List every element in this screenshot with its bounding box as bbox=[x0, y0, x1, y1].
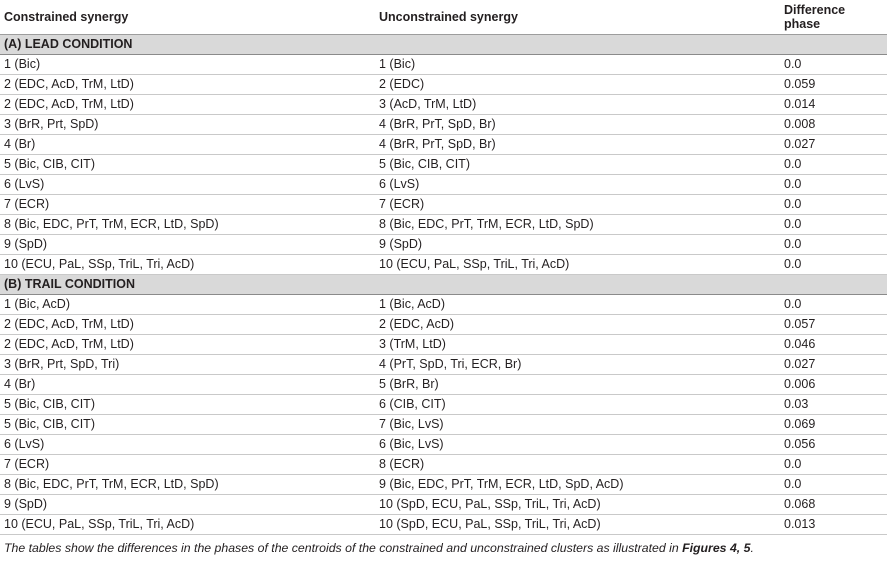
cell-constrained-synergy: 2 (EDC, AcD, TrM, LtD) bbox=[0, 315, 375, 335]
cell-constrained-synergy: 9 (SpD) bbox=[0, 235, 375, 255]
cell-unconstrained-synergy: 8 (ECR) bbox=[375, 455, 780, 475]
table-row bbox=[0, 255, 887, 275]
footnote-figure-4-link[interactable]: Figures 4 bbox=[682, 541, 737, 555]
cell-unconstrained-synergy: 10 (ECU, PaL, SSp, TriL, Tri, AcD) bbox=[375, 255, 780, 275]
table-row bbox=[0, 55, 887, 75]
table-row bbox=[0, 75, 887, 95]
table-row bbox=[0, 135, 887, 155]
cell-unconstrained-synergy: 1 (Bic, AcD) bbox=[375, 295, 780, 315]
cell-difference-phase: 0.057 bbox=[780, 315, 887, 335]
cell-constrained-synergy: 8 (Bic, EDC, PrT, TrM, ECR, LtD, SpD) bbox=[0, 215, 375, 235]
cell-unconstrained-synergy: 7 (ECR) bbox=[375, 195, 780, 215]
cell-difference-phase: 0.0 bbox=[780, 475, 887, 495]
cell-constrained-synergy: 2 (EDC, AcD, TrM, LtD) bbox=[0, 95, 375, 115]
section-title: (B) TRAIL CONDITION bbox=[0, 275, 887, 295]
cell-constrained-synergy: 6 (LvS) bbox=[0, 175, 375, 195]
section-header-row bbox=[0, 275, 887, 295]
cell-difference-phase: 0.0 bbox=[780, 235, 887, 255]
table-row bbox=[0, 155, 887, 175]
cell-difference-phase: 0.046 bbox=[780, 335, 887, 355]
cell-difference-phase: 0.068 bbox=[780, 495, 887, 515]
cell-unconstrained-synergy: 4 (PrT, SpD, Tri, ECR, Br) bbox=[375, 355, 780, 375]
cell-difference-phase: 0.059 bbox=[780, 75, 887, 95]
cell-constrained-synergy: 4 (Br) bbox=[0, 375, 375, 395]
cell-constrained-synergy: 10 (ECU, PaL, SSp, TriL, Tri, AcD) bbox=[0, 515, 375, 535]
cell-constrained-synergy: 2 (EDC, AcD, TrM, LtD) bbox=[0, 75, 375, 95]
cell-unconstrained-synergy: 6 (LvS) bbox=[375, 175, 780, 195]
cell-constrained-synergy: 3 (BrR, Prt, SpD, Tri) bbox=[0, 355, 375, 375]
table-row bbox=[0, 455, 887, 475]
cell-constrained-synergy: 1 (Bic, AcD) bbox=[0, 295, 375, 315]
footnote-end: . bbox=[750, 541, 754, 555]
cell-difference-phase: 0.03 bbox=[780, 395, 887, 415]
cell-constrained-synergy: 9 (SpD) bbox=[0, 495, 375, 515]
cell-unconstrained-synergy: 6 (CIB, CIT) bbox=[375, 395, 780, 415]
cell-unconstrained-synergy: 2 (EDC, AcD) bbox=[375, 315, 780, 335]
cell-constrained-synergy: 5 (Bic, CIB, CIT) bbox=[0, 415, 375, 435]
section-header-row bbox=[0, 35, 887, 55]
table-row bbox=[0, 115, 887, 135]
cell-unconstrained-synergy: 3 (AcD, TrM, LtD) bbox=[375, 95, 780, 115]
footnote-text: The tables show the differences in the phases of the centroids of the constrained and unconstrained clusters as illustrated in bbox=[4, 541, 683, 555]
cell-constrained-synergy: 10 (ECU, PaL, SSp, TriL, Tri, AcD) bbox=[0, 255, 375, 275]
cell-difference-phase: 0.069 bbox=[780, 415, 887, 435]
table-row bbox=[0, 415, 887, 435]
cell-difference-phase: 0.0 bbox=[780, 295, 887, 315]
cell-unconstrained-synergy: 10 (SpD, ECU, PaL, SSp, TriL, Tri, AcD) bbox=[375, 495, 780, 515]
table-row bbox=[0, 495, 887, 515]
cell-difference-phase: 0.014 bbox=[780, 95, 887, 115]
cell-unconstrained-synergy: 9 (SpD) bbox=[375, 235, 780, 255]
cell-constrained-synergy: 5 (Bic, CIB, CIT) bbox=[0, 395, 375, 415]
cell-unconstrained-synergy: 4 (BrR, PrT, SpD, Br) bbox=[375, 115, 780, 135]
cell-constrained-synergy: 3 (BrR, Prt, SpD) bbox=[0, 115, 375, 135]
cell-unconstrained-synergy: 2 (EDC) bbox=[375, 75, 780, 95]
section-title: (A) LEAD CONDITION bbox=[0, 35, 887, 55]
footnote-separator: , bbox=[736, 541, 744, 555]
table-row bbox=[0, 335, 887, 355]
cell-difference-phase: 0.0 bbox=[780, 155, 887, 175]
cell-unconstrained-synergy: 5 (BrR, Br) bbox=[375, 375, 780, 395]
cell-unconstrained-synergy: 8 (Bic, EDC, PrT, TrM, ECR, LtD, SpD) bbox=[375, 215, 780, 235]
cell-difference-phase: 0.0 bbox=[780, 455, 887, 475]
cell-difference-phase: 0.0 bbox=[780, 255, 887, 275]
cell-difference-phase: 0.0 bbox=[780, 215, 887, 235]
table-header bbox=[0, 0, 887, 35]
cell-constrained-synergy: 7 (ECR) bbox=[0, 195, 375, 215]
header-difference-phase: Difference phase bbox=[780, 0, 887, 35]
header-unconstrained: Unconstrained synergy bbox=[375, 0, 780, 35]
table-row bbox=[0, 175, 887, 195]
table-row bbox=[0, 295, 887, 315]
header-constrained: Constrained synergy bbox=[0, 0, 375, 35]
table-row bbox=[0, 435, 887, 455]
cell-unconstrained-synergy: 10 (SpD, ECU, PaL, SSp, TriL, Tri, AcD) bbox=[375, 515, 780, 535]
table-row bbox=[0, 395, 887, 415]
cell-difference-phase: 0.006 bbox=[780, 375, 887, 395]
cell-difference-phase: 0.0 bbox=[780, 55, 887, 75]
cell-difference-phase: 0.013 bbox=[780, 515, 887, 535]
cell-unconstrained-synergy: 6 (Bic, LvS) bbox=[375, 435, 780, 455]
cell-constrained-synergy: 2 (EDC, AcD, TrM, LtD) bbox=[0, 335, 375, 355]
cell-difference-phase: 0.027 bbox=[780, 135, 887, 155]
cell-difference-phase: 0.027 bbox=[780, 355, 887, 375]
cell-difference-phase: 0.0 bbox=[780, 195, 887, 215]
table-row bbox=[0, 475, 887, 495]
cell-difference-phase: 0.0 bbox=[780, 175, 887, 195]
cell-difference-phase: 0.056 bbox=[780, 435, 887, 455]
cell-constrained-synergy: 1 (Bic) bbox=[0, 55, 375, 75]
header-row bbox=[0, 0, 887, 35]
table-body bbox=[0, 35, 887, 535]
cell-unconstrained-synergy: 7 (Bic, LvS) bbox=[375, 415, 780, 435]
table-row bbox=[0, 315, 887, 335]
table-row bbox=[0, 515, 887, 535]
cell-constrained-synergy: 5 (Bic, CIB, CIT) bbox=[0, 155, 375, 175]
footnote-figure-5-link[interactable]: 5 bbox=[743, 541, 751, 555]
cell-constrained-synergy: 8 (Bic, EDC, PrT, TrM, ECR, LtD, SpD) bbox=[0, 475, 375, 495]
table-row bbox=[0, 215, 887, 235]
table-row bbox=[0, 235, 887, 255]
table-row bbox=[0, 375, 887, 395]
cell-constrained-synergy: 4 (Br) bbox=[0, 135, 375, 155]
table-footnote bbox=[0, 535, 887, 555]
cell-difference-phase: 0.008 bbox=[780, 115, 887, 135]
table-row bbox=[0, 195, 887, 215]
cell-unconstrained-synergy: 9 (Bic, EDC, PrT, TrM, ECR, LtD, SpD, AcD) bbox=[375, 475, 780, 495]
cell-constrained-synergy: 7 (ECR) bbox=[0, 455, 375, 475]
cell-constrained-synergy: 6 (LvS) bbox=[0, 435, 375, 455]
cell-unconstrained-synergy: 5 (Bic, CIB, CIT) bbox=[375, 155, 780, 175]
table-row bbox=[0, 355, 887, 375]
table-row bbox=[0, 95, 887, 115]
cell-unconstrained-synergy: 4 (BrR, PrT, SpD, Br) bbox=[375, 135, 780, 155]
cell-unconstrained-synergy: 1 (Bic) bbox=[375, 55, 780, 75]
cell-unconstrained-synergy: 3 (TrM, LtD) bbox=[375, 335, 780, 355]
